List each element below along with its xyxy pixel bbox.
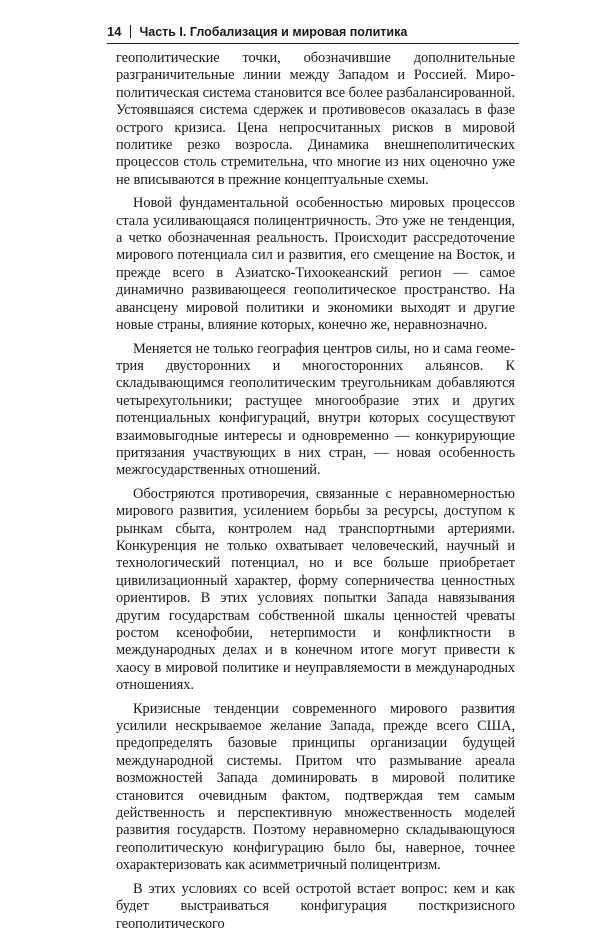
paragraph: Кризисные тенденции современного мирового развития усилили нескрываемое желание Запада, прежде всего США, предопределять базовые принципы организации будущей международной системы. Притом что размывание ареала возможностей Запада доминировать в мировой политике становится очевидным фактом, подтверждая тем самым действенность и перспективную множественность моделей развития государств. Поэтому неравномерно складывающуюся геополитическую конфигурацию было бы, наверное, точнее охарактеризовать как асимметричный полицентризм. — [116, 700, 515, 874]
paragraph: Меняется не только география центров силы, но и сама геометрия двусторонних и многосторонних альянсов. К складывающимся геополитическим треугольникам добавляются четырехугольники; растущее многообразие этих и других потенциальных конфигураций, внутри которых сосуществуют взаимовыгодные интересы и одновременно — конкурирующие притязания участвующих в них стран, — новая особенность межгосударственных отношений. — [116, 340, 515, 479]
page-number: 14 — [107, 24, 122, 39]
paragraph: геополитические точки, обозначившие дополнительные разграничительные линии между Западом и Россией. Мирополитическая система становится все более разбалансированной. Устоявшаяся система сдержек и противовесов оказалась в фазе острого кризиса. Цена непросчитанных рисков в мировой политике резко возросла. Динамика внешнеполитических процессов столь стремительна, что многие из них оценочно уже не вписываются в прежние концептуальные схемы. — [116, 50, 516, 188]
body-text — [116, 50, 515, 939]
header-separator — [130, 25, 131, 38]
paragraph: В этих условиях со всей остротой встает вопрос: кем и как будет выстраиваться конфигурация посткризисного геополитического — [116, 880, 515, 932]
part-title: Часть I. Глобализация и мировая политика — [139, 25, 408, 39]
running-header — [107, 21, 519, 44]
paragraph: Обостряются противоречия, связанные с неравномерностью мирового развития, усилением борьбы за ресурсы, доступом к рынкам сбыта, контролем над транспортными артериями. Конкуренция не только охватывает человеческий, научный и технологический потенциал, но и все больше приобретает цивилизационный характер, форму соперничества ценностных ориентиров. В этих условиях попытки Запада навязывания другим государствам собственной шкалы ценностей чреваты ростом ксенофобии, нетерпимости и конфликтности в международных делах и в конечном итоге могут привести к хаосу в мировой политике и неуправляемости в международных отношениях. — [116, 485, 515, 694]
paragraph: Новой фундаментальной особенностью мировых процессов стала усиливающаяся полицентричность. Это уже не тенденция, а четко обозначенная реальность. Происходит рассредоточение мирового потенциала сил и развития, его смещение на Восток, и прежде всего в Азиатско-Тихоокеанский регион — самое динамично развивающееся геополитическое пространство. На авансцену мировой политики и экономики выходят и другие новые страны, влияние которых, конечно же, неравнозначно. — [116, 195, 515, 334]
